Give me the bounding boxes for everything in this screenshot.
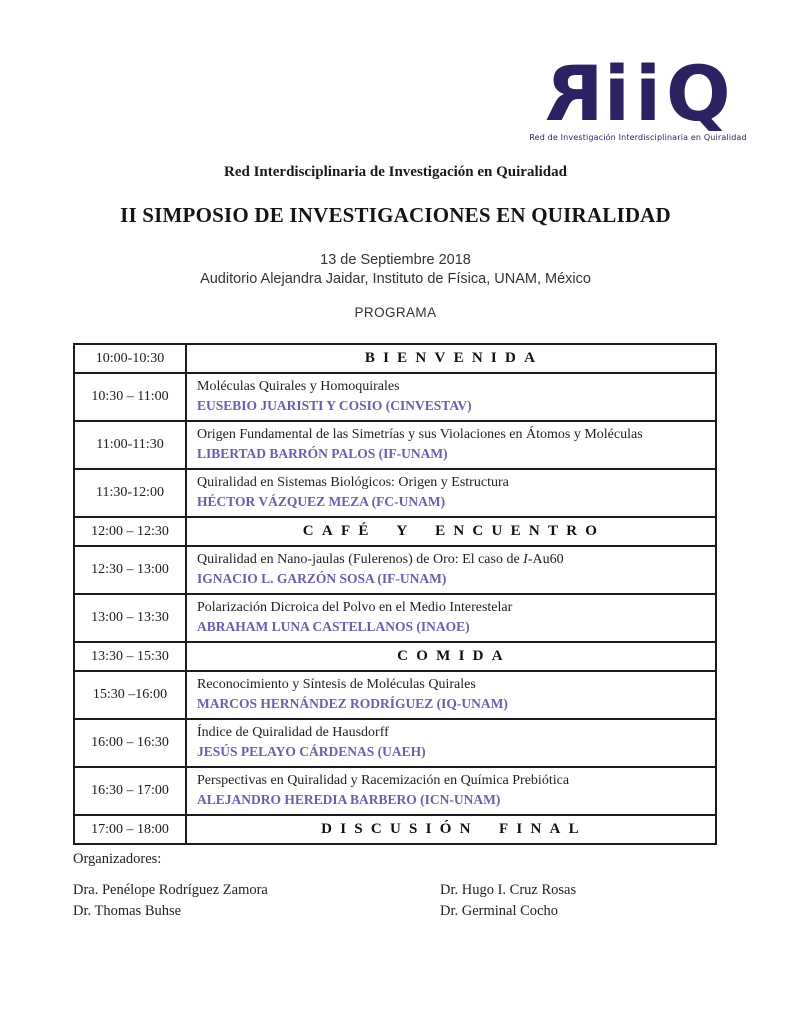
schedule-table [73,343,717,845]
organizers-left-column [73,880,268,922]
schedule-row [74,815,716,844]
time-slot: 13:30 – 15:30 [74,642,186,671]
organizers-right-column [440,880,576,922]
time-slot: 11:30-12:00 [74,469,186,517]
talk-speaker: IGNACIO L. GARZÓN SOSA (IF-UNAM) [197,571,447,586]
talk-cell [186,767,716,815]
talk-title: Quiralidad en Nano-jaulas (Fulerenos) de Oro: El caso de I-Au60 [197,552,564,567]
talk-title: Perspectivas en Quiralidad y Racemización en Química Prebiótica [197,773,570,788]
session-label: CAFÉ Y ENCUENTRO [186,517,716,546]
network-name: Red Interdisciplinaria de Investigación en Quiralidad [224,164,567,180]
time-slot: 15:30 –16:00 [74,671,186,719]
talk-speaker: HÉCTOR VÁZQUEZ MEZA (FC-UNAM) [197,494,446,509]
talk-cell [186,421,716,469]
talk-cell [186,469,716,517]
schedule-row [74,642,716,671]
talk-title: Quiralidad en Sistemas Biológicos: Origen y Estructura [197,475,509,490]
time-slot: 11:00-11:30 [74,421,186,469]
time-slot: 12:00 – 12:30 [74,517,186,546]
talk-speaker: ABRAHAM LUNA CASTELLANOS (INAOE) [197,619,470,634]
talk-speaker: ALEJANDRO HEREDIA BARBERO (ICN-UNAM) [197,792,501,807]
schedule-row [74,344,716,373]
logo-tagline: Red de Investigación Interdisciplinaria en Quiralidad [529,133,747,142]
schedule-row [74,373,716,421]
talk-speaker: JESÚS PELAYO CÁRDENAS (UAEH) [197,744,426,759]
talk-speaker: EUSEBIO JUARISTI Y COSIO (CINVESTAV) [197,398,472,413]
logo-ii: ii [603,49,667,138]
logo-q: Q [666,49,736,138]
page-title: II SIMPOSIO DE INVESTIGACIONES EN QUIRALIDAD [120,203,671,227]
talk-title: Origen Fundamental de las Simetrías y sus Violaciones en Átomos y Moléculas [197,427,643,442]
talk-cell [186,373,716,421]
organizer-name: Dr. Thomas Buhse [73,903,182,919]
schedule-body [74,344,716,844]
riiq-logo [525,49,751,142]
time-slot: 17:00 – 18:00 [74,815,186,844]
schedule-row [74,719,716,767]
schedule-row [74,469,716,517]
talk-cell [186,671,716,719]
talk-speaker: MARCOS HERNÁNDEZ RODRÍGUEZ (IQ-UNAM) [197,696,508,711]
schedule-row [74,767,716,815]
organizer-name: Dr. Germinal Cocho [440,903,558,919]
time-slot: 10:30 – 11:00 [74,373,186,421]
talk-cell [186,719,716,767]
talk-title: Moléculas Quirales y Homoquirales [197,379,400,394]
time-slot: 16:30 – 17:00 [74,767,186,815]
talk-cell [186,594,716,642]
talk-title: Índice de Quiralidad de Hausdorff [197,725,389,740]
program-label: PROGRAMA [354,305,437,320]
time-slot: 13:00 – 13:30 [74,594,186,642]
time-slot: 16:00 – 16:30 [74,719,186,767]
talk-title: Polarización Dicroica del Polvo en el Medio Interestelar [197,600,513,615]
organizers-label: Organizadores: [73,851,162,867]
session-label: DISCUSIÓN FINAL [186,815,716,844]
schedule-row [74,671,716,719]
organizer-name: Dr. Hugo I. Cruz Rosas [440,882,577,898]
talk-title: Reconocimiento y Síntesis de Moléculas Quirales [197,677,476,692]
schedule-row [74,546,716,594]
talk-speaker: LIBERTAD BARRÓN PALOS (IF-UNAM) [197,446,448,461]
event-date: 13 de Septiembre 2018 [320,252,471,268]
talk-cell [186,546,716,594]
session-label: COMIDA [186,642,716,671]
schedule-row [74,421,716,469]
logo-mirrored-r: R [540,49,604,138]
session-label: BIENVENIDA [186,344,716,373]
time-slot: 10:00-10:30 [74,344,186,373]
program-schedule [73,343,717,845]
event-venue: Auditorio Alejandra Jaidar, Instituto de Física, UNAM, México [200,271,591,287]
time-slot: 12:30 – 13:00 [74,546,186,594]
schedule-row [74,517,716,546]
organizer-name: Dra. Penélope Rodríguez Zamora [73,882,268,898]
schedule-row [74,594,716,642]
